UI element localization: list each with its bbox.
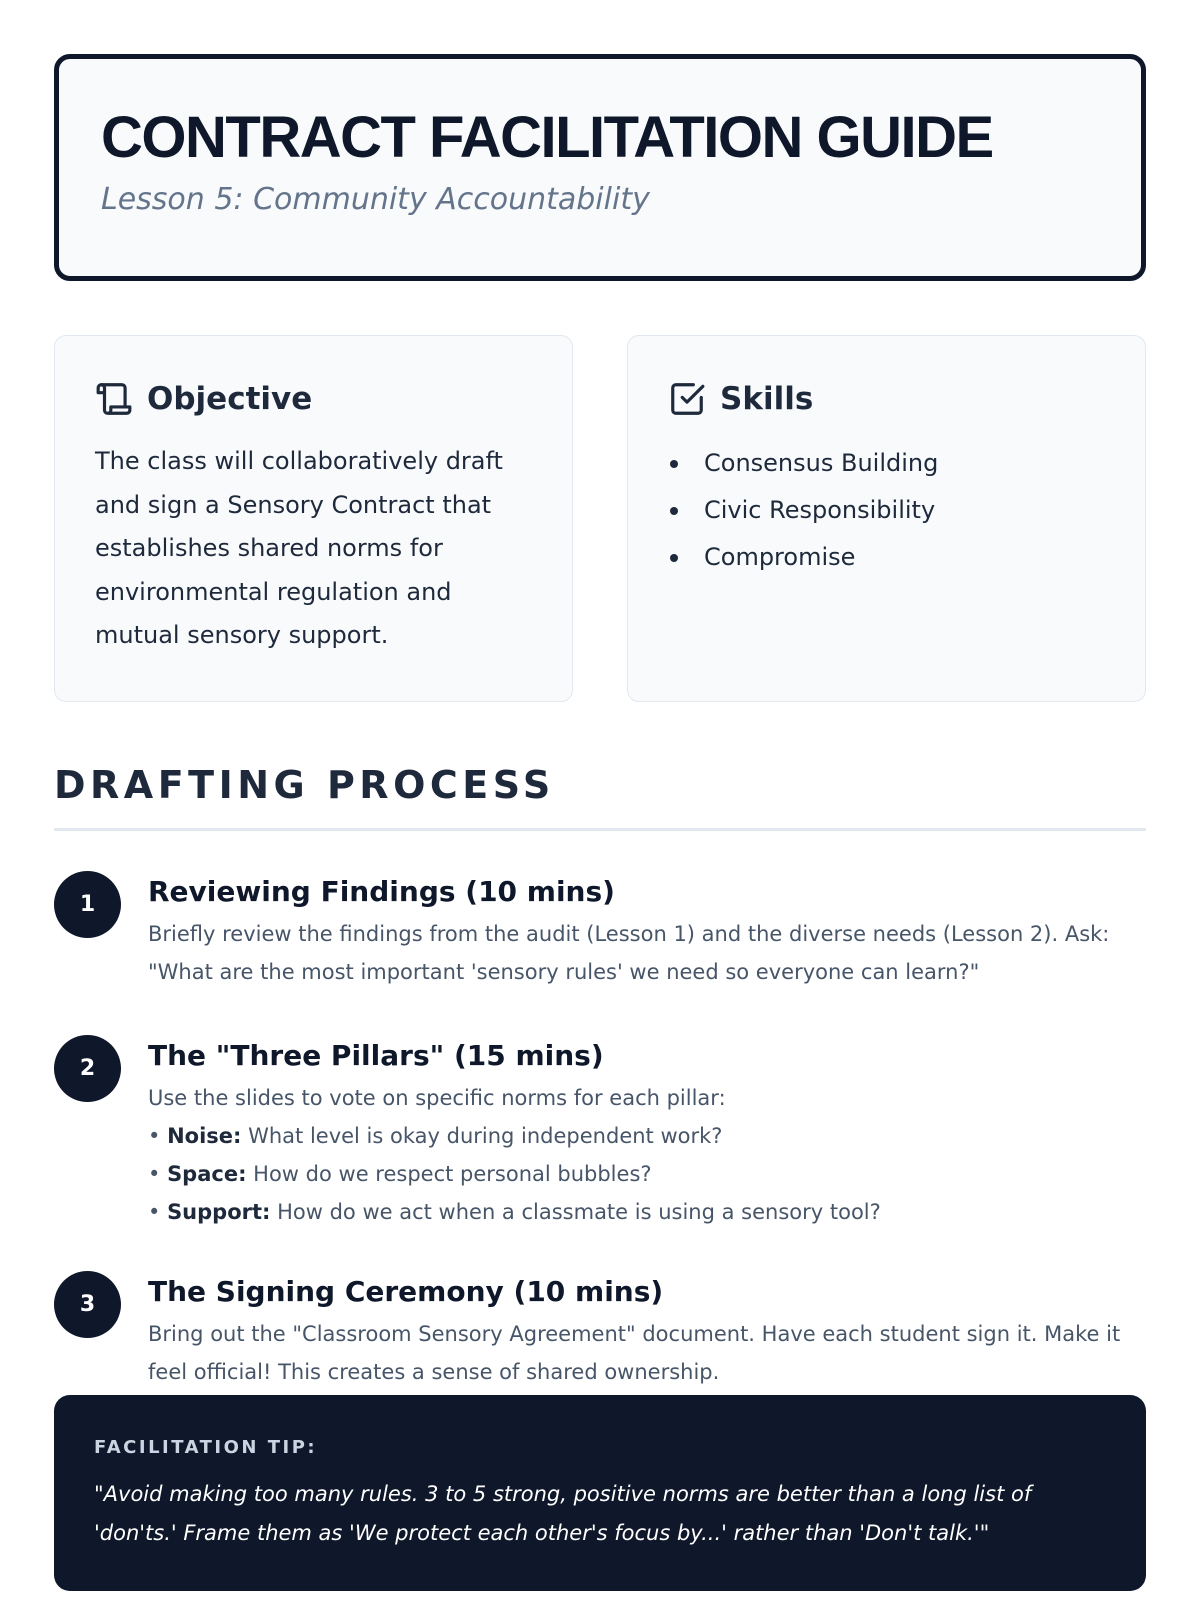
pillar-item: • Space: How do we respect personal bubbles?	[148, 1162, 652, 1186]
tip-text: "Avoid making too many rules. 3 to 5 strong, positive norms are better than a long list of 'don'ts.' Frame them as 'We protect each other's focus by...' rather than 'Don't talk.'"	[94, 1482, 1032, 1545]
step-title: The "Three Pillars" (15 mins)	[148, 1039, 604, 1072]
objective-card-header	[95, 376, 532, 422]
section-title: DRAFTING PROCESS	[54, 760, 1146, 831]
skills-title: Skills	[720, 381, 814, 417]
pillar-item: • Noise: What level is okay during independent work?	[148, 1124, 723, 1148]
step-title: The Signing Ceremony (10 mins)	[148, 1275, 664, 1308]
header-box	[54, 54, 1146, 281]
step-number-badge: 1	[54, 871, 121, 938]
pillar-text: How do we respect personal bubbles?	[253, 1162, 652, 1186]
facilitation-tip	[54, 1395, 1146, 1591]
scroll-icon	[95, 380, 133, 418]
step-number-badge: 3	[54, 1271, 121, 1338]
step-intro: Use the slides to vote on specific norms for each pillar:	[148, 1086, 726, 1110]
checkbox-icon	[668, 380, 706, 418]
objective-title: Objective	[147, 381, 313, 417]
pillar-label: Noise:	[167, 1124, 242, 1148]
step-1	[54, 873, 1146, 991]
objective-card	[54, 335, 573, 702]
skills-list	[668, 440, 1105, 581]
skills-card-header	[668, 376, 1105, 422]
tip-label: FACILITATION TIP:	[94, 1437, 318, 1458]
step-text	[148, 1079, 1146, 1231]
pillar-label: Support:	[167, 1200, 271, 1224]
pillar-item: • Support: How do we act when a classmate is using a sensory tool?	[148, 1200, 881, 1224]
pillar-text: What level is okay during independent work?	[248, 1124, 723, 1148]
step-number-badge: 2	[54, 1035, 121, 1102]
skills-card	[627, 335, 1146, 702]
steps-list	[54, 873, 1146, 1391]
step-text: Bring out the "Classroom Sensory Agreement" document. Have each student sign it. Make it feel official! This creates a sense of shared ownership.	[148, 1322, 1121, 1384]
step-3	[54, 1273, 1146, 1391]
skill-item: Compromise	[668, 534, 1105, 581]
step-2	[54, 1037, 1146, 1231]
info-cards	[54, 335, 1146, 702]
pillar-label: Space:	[167, 1162, 247, 1186]
skill-item: Consensus Building	[668, 440, 1105, 487]
page-title: CONTRACT FACILITATION GUIDE	[101, 105, 993, 170]
objective-text: The class will collaboratively draft and sign a Sensory Contract that establishes shared norms for environmental regulation and mutual sensory support.	[95, 447, 503, 649]
step-text: Briefly review the findings from the audit (Lesson 1) and the diverse needs (Lesson 2). Ask: "What are the most important 'sensory rules' we need so everyone can learn?"	[148, 922, 1110, 984]
pillar-text: How do we act when a classmate is using a sensory tool?	[277, 1200, 881, 1224]
skill-item: Civic Responsibility	[668, 487, 1105, 534]
page-subtitle: Lesson 5: Community Accountability	[101, 182, 650, 217]
step-title: Reviewing Findings (10 mins)	[148, 875, 615, 908]
